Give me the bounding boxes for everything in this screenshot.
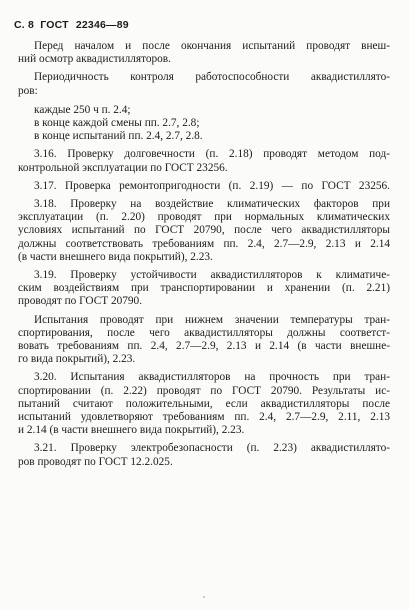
list-item: в конце каждой смены пп. 2.7, 2.8; [34,117,200,130]
text-line: ров: [18,84,38,97]
text-line: вовать требованиям пп. 2.4, 2.7—2.9, 2.13 и 2.14 (в части внешне- [18,340,390,353]
text-line: (в части внешнего вида покрытий), 2.23. [18,250,213,263]
page-number: С. 8 [14,19,35,31]
text-line: ров проводят по ГОСТ 12.2.025. [18,455,173,468]
text-line: проводят по ГОСТ 20790. [18,295,143,308]
text-line: Перед началом и после окончания испытаний проводят внеш- [34,40,390,52]
text-line: 3.21. Проверку электробезопасности (п. 2.23) аквадистиллято- [34,442,390,455]
text-line: пытаний считают положительными, если аквадистилляторы после [18,397,390,410]
standard-label: ГОСТ [40,19,69,31]
text-line: Испытания проводят при нижнем значении температуры тран- [34,313,390,326]
text-line: испытаний удовлетворяют требованиям пп. 2.4, 2.7—2.9, 2.11, 2.13 [18,411,390,424]
text-line: должны соответствовать требованиям пп. 2.4, 2.7—2.9, 2.13 и 2.14 [18,237,390,250]
list-item: каждые 250 ч п. 2.4; [34,103,131,116]
text-line: эксплуатации (п. 2.20) проводят при нормальных климатических [18,211,390,224]
text-line: Периодичность контроля работоспособности аквадистиллято- [34,71,390,84]
text-line: 3.18. Проверку на воздействие климатических факторов при [34,198,390,211]
text-line: ским воздействиям при транспортировании и хранении (п. 2.21) [18,282,390,295]
text-line: спортирования, после чего аквадистилляторы должны соответст- [18,326,390,339]
text-line: го вида покрытий), 2.23. [18,353,136,366]
text-line: 3.19. Проверку устойчивости аквадистилляторов к климатиче- [34,269,390,282]
text-line: ний осмотр аквадистилляторов. [18,53,171,66]
text-line: условиях испытаний по ГОСТ 20790, после чего аквадистилляторы [18,224,390,237]
page-header [14,19,129,31]
body-text [18,40,390,469]
text-line: контрольной эксплуатации по ГОСТ 23256. [18,161,228,174]
text-line: и 2.14 (в части внешнего вида покрытий), 2.23. [18,424,245,437]
scan-speck [203,596,205,598]
text-line: 3.17. Проверка ремонтопригодности (п. 2.19) — по ГОСТ 23256. [34,179,390,192]
text-line: 3.16. Проверку долговечности (п. 2.18) проводят методом под- [34,148,390,161]
list-item: в конце испытаний пп. 2.4, 2.7, 2.8. [34,130,203,143]
text-line: спортировании (п. 2.22) проводят по ГОСТ 20790. Результаты ис- [18,384,390,397]
text-line: 3.20. Испытания аквадистилляторов на прочность при тран- [34,371,390,384]
standard-number: 22346—89 [75,19,129,31]
